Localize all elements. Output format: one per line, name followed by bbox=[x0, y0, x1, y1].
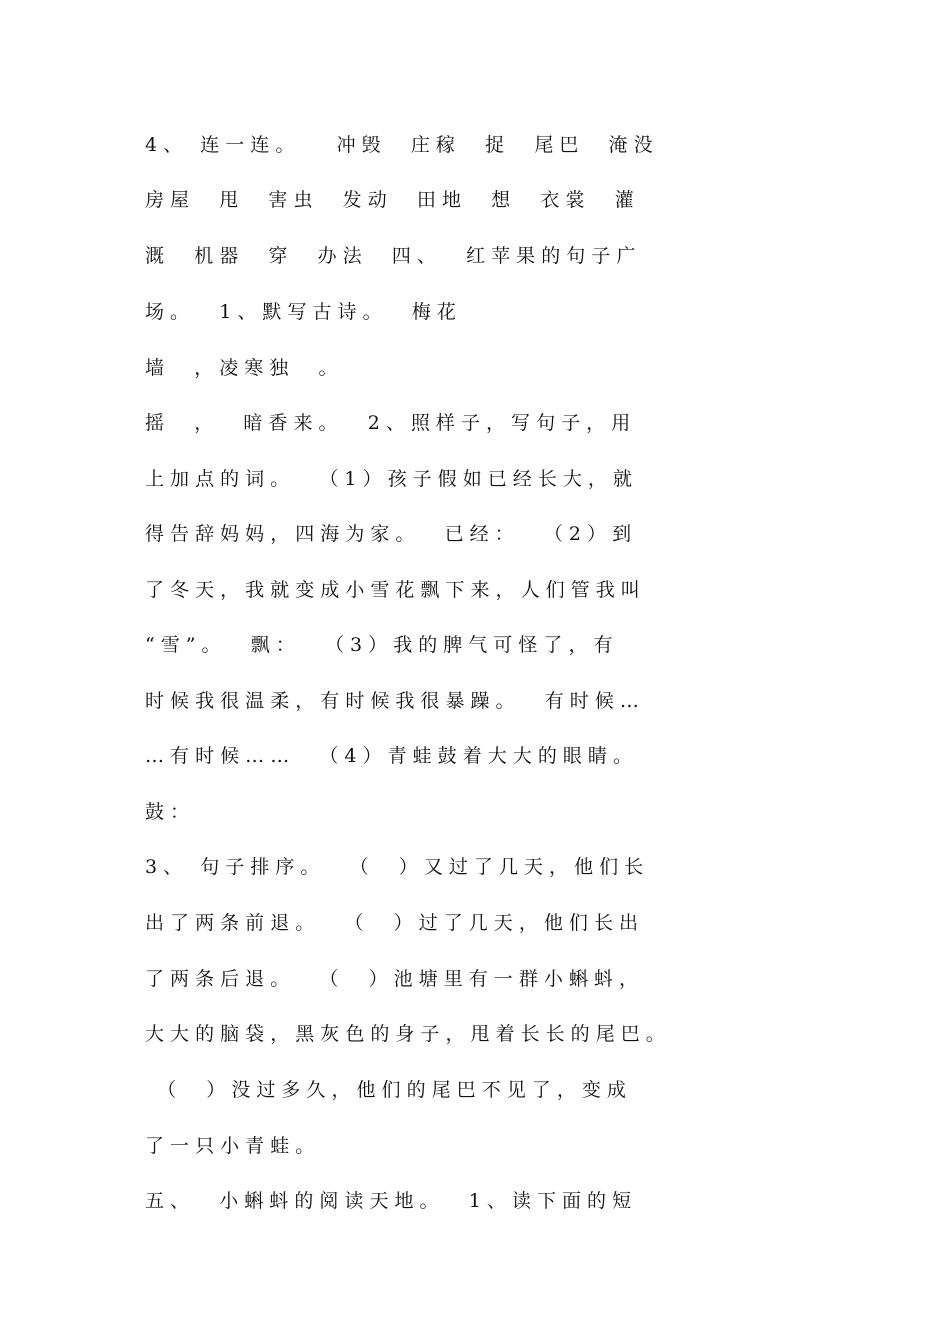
text-line: 上 加 点 的 词 。 （ 1 ） 孩 子 假 如 已 经 长 大 ， 就 bbox=[145, 468, 632, 490]
text-line: 了 一 只 小 青 蛙 。 bbox=[145, 1135, 315, 1157]
text-line: 3 、 句 子 排 序 。 （ ） 又 过 了 几 天 ， 他 们 长 bbox=[145, 856, 644, 878]
text-line: 了 两 条 后 退 。 （ ） 池 塘 里 有 一 群 小 蝌 蚪 ， bbox=[145, 968, 638, 990]
text-line: 大 大 的 脑 袋 ， 黑 灰 色 的 身 子 ， 甩 着 长 长 的 尾 巴 。 bbox=[145, 1023, 665, 1045]
text-line: 五 、 小 蝌 蚪 的 阅 读 天 地 。 1 、 读 下 面 的 短 bbox=[145, 1190, 632, 1212]
text-line: … 有 时 候 … … （ 4 ） 青 蛙 鼓 着 大 大 的 眼 睛 。 bbox=[145, 745, 632, 767]
text-line: （ ） 没 过 多 久 ， 他 们 的 尾 巴 不 见 了 ， 变 成 bbox=[145, 1079, 626, 1101]
text-line: 出 了 两 条 前 退 。 （ ） 过 了 几 天 ， 他 们 长 出 bbox=[145, 912, 638, 934]
text-line: 4 、 连 一 连 。 冲 毁 庄 稼 捉 尾 巴 淹 没 bbox=[145, 134, 653, 156]
text-line: 了 冬 天 ， 我 就 变 成 小 雪 花 飘 下 来 ， 人 们 管 我 叫 bbox=[145, 579, 640, 601]
text-line: 溉 机 器 穿 办 法 四 、 红 苹 果 的 句 子 广 bbox=[145, 245, 636, 267]
text-line: 场 。 1 、 默 写 古 诗 。 梅 花 bbox=[145, 301, 456, 323]
text-line: 得 告 辞 妈 妈 ， 四 海 为 家 。 已 经 ： （ 2 ） 到 bbox=[145, 523, 632, 545]
text-line: 房 屋 甩 害 虫 发 动 田 地 想 衣 裳 灌 bbox=[145, 189, 634, 211]
text-line: 时 候 我 很 温 柔 ， 有 时 候 我 很 暴 躁 。 有 时 候 … bbox=[145, 690, 639, 712]
text-line: 墙 ， 凌 寒 独 。 bbox=[145, 357, 338, 379]
text-line: 摇 ， 暗 香 来 。 2 、 照 样 子 ， 写 句 子 ， 用 bbox=[145, 412, 631, 434]
text-line: 鼓 ： bbox=[145, 801, 190, 823]
text-line: “ 雪 ” 。 飘 ： （ 3 ） 我 的 脾 气 可 怪 了 ， 有 bbox=[145, 634, 613, 656]
